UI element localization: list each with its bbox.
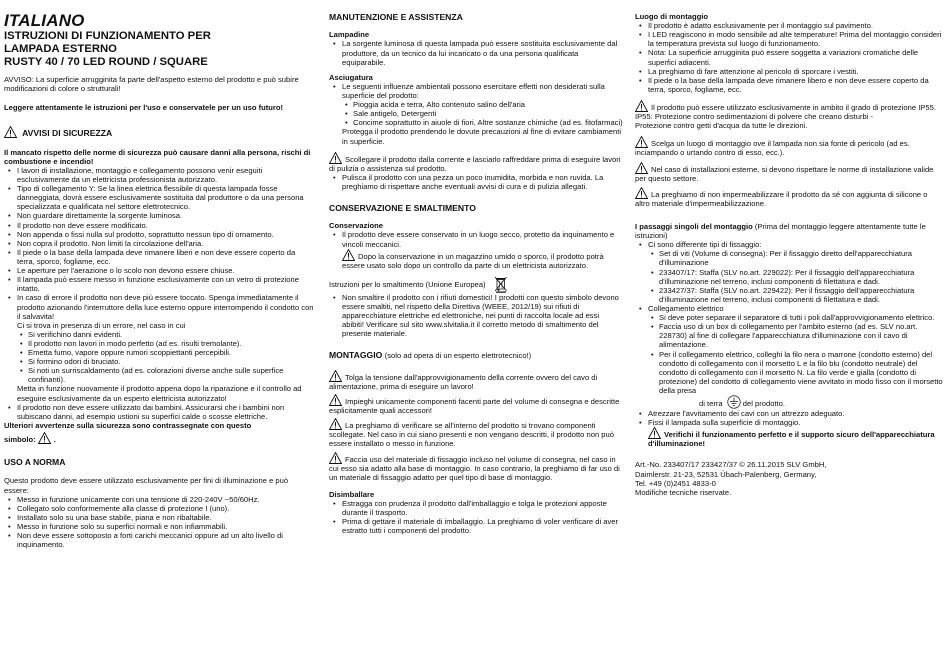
list-item: • Il prodotto non deve essere modificato. (4, 221, 315, 230)
footer-line: Art.-No. 233407/17 233427/37 © 26.11.2015 SLV GmbH, (635, 460, 827, 470)
passaggi-bold: I passaggi singoli del montaggio (635, 221, 753, 231)
list-item: • Si deve poter separare il separatore di tutti i poli dall'approvvigionamento elettrico. (648, 313, 943, 322)
smaltimento-line (329, 276, 623, 293)
list-item: • Non guardare direttamente la sorgente luminosa. (4, 211, 315, 220)
list-item: • Sale antigelo, Detergenti (342, 109, 623, 118)
luogo-list (635, 21, 943, 94)
list-item: • Estragga con prudenza il prodotto dall'imballaggio e tolga le protezioni apposte durante il trasporto. (329, 499, 623, 517)
list-item: • I lavori di installazione, montaggio e collegamento possono venir eseguiti esclusivamente da un elettricista professionista autorizzato. (4, 166, 315, 184)
verify-text: Verifichi il funzionamento perfetto e il supporto sicuro dell'apparecchiatura d'illuminazione! (648, 430, 935, 449)
scelga-warning (635, 136, 943, 157)
list-item: • Pulisca il prodotto con una pezza un poco inumidita, morbida e non ruvida. La preghiamo di rispettare anche eventuali avvisi di cura e di pulizia allegati. (329, 173, 623, 191)
collegamento-sub-list (648, 313, 943, 409)
list-item: • Si formino odori di bruciato. (17, 357, 315, 366)
leggere-text: Leggere attentamente le istruzioni per l'uso e conservatele per un uso futuro! (4, 103, 284, 113)
error-sub: Ci si trova in presenza di un errore, nel caso in cui (17, 320, 186, 330)
list-item: • I LED reagiscono in modo sensibile ad alte temperature! Prima del montaggio consideri la temperatura prevista sul luogo di funzionamento. (635, 30, 943, 48)
ip-warning (635, 100, 943, 112)
error-text: In caso di errore il prodotto non deve più essere toccato. Spenga immediatamente il prodotto azionando l'interruttore della luce esterno oppure interrompendo il condotto con il salvavita! (17, 293, 314, 321)
list-item: • Si verifichino danni evidenti. (17, 330, 315, 339)
montaggio-warning-text: Tolga la tensione dall'approvvigionamento della corrente ovvero del cavo di alimentazione, prima di eseguire un lavoro! (329, 372, 598, 391)
ulteriori-line-1: Ulteriori avvertenze sulla sicurezza sono contrassegnate con questo (4, 420, 252, 430)
conservazione-list (329, 230, 623, 248)
luogo-heading: Luogo di montaggio (635, 12, 708, 21)
list-item: • Fissi il lampada sulla superficie di montaggio. (635, 418, 943, 427)
list-item: • Pioggia acida e terra, Alto contenuto salino dell'aria (342, 100, 623, 109)
list-item: • Il piede o la base della lampada deve rimanere liberi e non deve essere coperto da terra, sporco, fogliame, ecc. (4, 248, 315, 266)
fissaggio-text: Ci sono differente tipi di fissaggio: (648, 240, 762, 250)
list-item: • Prima di gettare il materiale di imballaggio. La preghiamo di voler verificare di aver estratto tutti i componenti del prodotto. (329, 517, 623, 535)
warning-icon (329, 152, 342, 164)
ground-symbol-icon (727, 395, 741, 409)
warning-icon (635, 162, 648, 174)
footer-info (635, 460, 943, 496)
warning-icon (635, 100, 648, 112)
ulteriori-line-2 (4, 432, 315, 444)
warning-icon (329, 452, 342, 464)
warning-icon (4, 126, 17, 138)
ip-line-1: IP55: Protezione contro sedimentazioni di polvere che creano disturbi - (635, 112, 874, 122)
montaggio-warning-3 (329, 418, 623, 448)
footer-line: Modifiche tecniche riservate. (635, 487, 732, 497)
lampadine-list (329, 39, 623, 66)
montaggio-warning-4 (329, 452, 623, 482)
safety-heading-row (4, 126, 315, 138)
impermeabilizzare-text: La preghiamo di non impermeabilizzare il prodotto da sé con aggiunta di silicone o altro materiale d'impermeabilizzazione. (635, 189, 928, 208)
list-item (635, 304, 943, 409)
ip-warning-text: Il prodotto può essere utilizzato esclusivamente in ambito il grado di protezione IP55. (651, 102, 936, 112)
list-item: • Nota: La superficie arrugginita può essere soggetta a variazioni cromatiche delle superfici adiacenti. (635, 48, 943, 66)
montaggio-warning-text: Impieghi unicamente componenti facenti parte del volume di consegna e descritte esplicitamente quali accessori! (329, 397, 620, 416)
list-item: • Set di viti (Volume di consegna): Per il fissaggio diretto dell'apparecchiatura d'illuminazione (648, 249, 943, 267)
scollegare-warning (329, 152, 623, 173)
list-item: • Messo in funzione unicamente con una tensione di 220-240V ~50/60Hz. (4, 495, 315, 504)
montaggio-warning-1 (329, 370, 623, 391)
warning-icon (329, 418, 342, 430)
warning-icon (38, 432, 51, 444)
impermeabilizzare-warning (635, 187, 943, 208)
list-item: • Non deve essere sottoposto a forti carichi meccanici oppure ad un alto livello di inquinamento. (4, 531, 315, 549)
conservazione-warning (329, 249, 623, 270)
passaggi-list (635, 240, 943, 427)
montaggio-warning-text: La preghiamo di verificare se all'interno del prodotto si trovano componenti scollegate. Nel caso in cui siano presenti e non vengano descritti, il prodotto non può essere installato o messo in funzione. (329, 421, 614, 449)
list-item: • Faccia uso di un box di collegamento per l'ambito esterno (ad es. SLV no.art. 228730) al fine di collegare l'apparecchiatura d'illuminazione con il cavo di alimentazione. (648, 322, 943, 349)
safety-list (4, 166, 315, 421)
ulteriori-end: . (53, 435, 56, 445)
asciugatura-heading: Asciugatura (329, 72, 373, 82)
installazioni-text: Nel caso di installazioni esterne, si devono rispettare le norme di installazione valide per questo settore. (635, 164, 934, 183)
warning-icon (635, 136, 648, 148)
smaltimento-list (329, 293, 623, 339)
ip-line-2: Protezione contro getti d'acqua da tutte le direzioni. (635, 121, 808, 131)
doc-title-line-3: RUSTY 40 / 70 LED ROUND / SQUARE (4, 56, 208, 68)
footer-line: Daimlerstr. 21-23, 52531 Übach-Palenberg, Germany, (635, 469, 817, 479)
error-list (17, 330, 315, 385)
safety-intro: Il mancato rispetto delle norme di sicurezza può causare danni alla persona, rischi di combustione e incendio! (4, 147, 311, 166)
column-3 (635, 12, 943, 497)
list-item: • Il prodotto deve essere conservato in un luogo secco, protetto da inquinamento e vincoli meccanici. (329, 230, 623, 248)
uso-heading: USO A NORMA (4, 457, 66, 468)
asciugatura-text: Le seguenti influenze ambientali possono esercitare effetti non desiderati sulla superficie del prodotto: (342, 81, 605, 100)
list-item: • Non copra il prodotto. Non limiti la circolazione dell'aria. (4, 239, 315, 248)
list-item (635, 240, 943, 304)
list-item: • Installato solo su una base stabile, piana e non ribaltabile. (4, 513, 315, 522)
list-item: • Le aperture per l'aerazione o lo scolo non devono essere chiuse. (4, 266, 315, 275)
column-1 (4, 12, 315, 549)
montaggio-heading-row (329, 350, 623, 360)
language-heading: ITALIANO (4, 11, 85, 30)
scollegare-text: Scollegare il prodotto dalla corrente e lasciarlo raffreddare prima di eseguire lavori di pulizia o assistenza sul prodotto. (329, 154, 621, 173)
list-item: • Messo in funzione solo su superfici normali e non infiammabili. (4, 522, 315, 531)
conservazione-heading: CONSERVAZIONE E SMALTIMENTO (329, 203, 476, 214)
list-item: • Tipo di collegamento Y: Se la linea elettrica flessibile di questa lampada fosse danneggiata, dovrà essere esclusivamente sostituita dal produttore o da una persona specializzata e qualificata nel settore elettrotecnico. (4, 184, 315, 211)
list-item (648, 350, 943, 410)
list-item: • Il prodotto non lavori in modo perfetto (ad es. risulti tremolante). (17, 339, 315, 348)
scelga-text: Scelga un luogo di montaggio ove il lampada non sia fonte di pericolo (ad es. inciampando o urtando contro di esso, ecc.). (635, 139, 910, 158)
warning-icon (329, 394, 342, 406)
list-item: • Emetta fumo, vapore oppure rumori scoppiettanti percepibili. (17, 348, 315, 357)
conservazione-sub: Conservazione (329, 221, 384, 231)
montaggio-warning-2 (329, 394, 623, 415)
list-item (329, 82, 623, 146)
list-item: • La sorgente luminosa di questa lampada può essere sostituita esclusivamente dal produttore, da un tecnico da lui incaricato o da una persona qualificata equiparabile. (329, 39, 623, 66)
lampadine-heading: Lampadine (329, 30, 370, 40)
disimballare-heading: Disimballare (329, 489, 375, 499)
list-item: • 233407/17: Staffa (SLV no.art. 229022): Per il fissaggio dell'apparecchiatura d'illuminazione nel terreno, inclusi componenti di filettatura e dadi. (648, 268, 943, 286)
column-2 (329, 12, 623, 535)
list-item: • Il prodotto è adatto esclusivamente per il montaggio sul pavimento. (635, 21, 943, 30)
list-item: • Il prodotto non deve essere utilizzato dai bambini. Assicurarsi che i bambini non subiscano danni, ad esempio ustioni su superfici calde o scosse elettriche. (4, 403, 315, 421)
installazioni-warning (635, 162, 943, 183)
list-item-error (4, 293, 315, 402)
verify-warning (635, 427, 943, 448)
list-item: • Si noti un surriscaldamento (ad es. colorazioni diverse anche sulle superfice confinanti). (17, 366, 315, 384)
list-item: • Concime soprattutto in aiuole di fiori, Altre sostanze chimiche (ad es. fitofarmaci) (342, 118, 623, 127)
list-item: • Il lampada può essere messo in funzione esclusivamente con un vetro di protezione intatto. (4, 275, 315, 293)
asciugatura-after: Protegga il prodotto prendendo le dovute precauzioni al fine di evitare cambiamenti in superficie. (342, 127, 622, 146)
ulteriori-simbolo: simbolo: (4, 435, 36, 445)
list-item: • Non smaltire il prodotto con i rifiuti domestici! I prodotti con questo simbolo devono essere smaltiti, nel rispetto della Direttiva (WEEE, 2012/19) sui rifiuti di apparecchiature elettriche ed elettroniche, nei punti di raccolta locale ad essi abibiti! Verificare sul sito www.slvitalia.it il corretto metodo di smaltimento del presente materiale. (329, 293, 623, 339)
avviso-text: AVVISO: La superficie arrugginita fa parte dell'aspetto esterno del prodotto e può subire modificazioni di colore o strutturali! (4, 75, 299, 94)
montaggio-heading: MONTAGGIO (329, 350, 383, 361)
pulisca-list (329, 173, 623, 191)
collegamento-di-terra: di terra (699, 399, 723, 409)
footer-line: Tel. +49 (0)2451 4833-0 (635, 478, 716, 488)
list-item: • Atrezzare l'avvitamento dei cavi con un attrezzo adeguato. (635, 409, 943, 418)
smaltimento-text: Istruzioni per lo smaltimento (Unione Europea) (329, 279, 486, 289)
list-item: • La preghiamo di fare attenzione al pericolo di sporcare i vestiti. (635, 67, 943, 76)
warning-icon (648, 427, 661, 439)
list-item: • Non appenda o fissi nulla sul prodotto, soprattutto nessun tipo di ornamento. (4, 230, 315, 239)
montaggio-note: (solo ad opera di un esperto elettrotecnico!) (384, 351, 532, 361)
passaggi-intro (635, 222, 943, 240)
safety-heading: AVVISI DI SICUREZZA (22, 128, 113, 139)
warning-icon (635, 187, 648, 199)
passaggi-rest: (Prima del montaggio leggere attentamente tutte le istruzioni) (635, 221, 926, 241)
warning-icon (342, 249, 355, 261)
list-item: • Il piede o la base della lampada deve rimanere libero e non deve essere coperto da terra, sporco, fogliame, ecc. (635, 76, 943, 94)
fissaggio-sub-list (648, 249, 943, 304)
doc-title-line-2: LAMPADA ESTERNO (4, 43, 117, 55)
asciugatura-sub-list (342, 100, 623, 127)
conservazione-warning-text: Dopo la conservazione in un magazzino umido o sporco, il prodotto potrà essere usato solo dopo un controllo da parte di un elettricista autorizzato. (342, 251, 604, 270)
uso-list (4, 495, 315, 550)
collegamento-del-prodotto: del prodotto. (742, 399, 785, 409)
warning-icon (329, 370, 342, 382)
disimballare-list (329, 499, 623, 535)
list-item: • 233427/37: Staffa (SLV no.art. 229422): Per il fissaggio dell'apparecchiatura d'illuminazione nel terreno, inclusi componenti di filettatura e dadi. (648, 286, 943, 304)
uso-intro: Questo prodotto deve essere utilizzato esclusivamente per fini di illuminazione e può essere: (4, 476, 289, 495)
manutenzione-heading: MANUTENZIONE E ASSISTENZA (329, 12, 463, 22)
crossed-bin-icon (494, 276, 508, 293)
list-item: • Collegato solo conformemente alla classe di protezione I (uno). (4, 504, 315, 513)
montaggio-warning-text: Faccia uso del materiale di fissaggio incluso nel volume di consegna, nel caso in cui esso sia adatto alla base di montaggio. In caso contrario, la preghiamo di far uso di un materiale di fissaggio adatto per quel tipo di base di montaggio. (329, 454, 620, 482)
asciugatura-list (329, 82, 623, 146)
error-after: Metta in funzione nuovamente il prodotto appena dopo la riparazione e il controllo ad eseguire esclusivamente da un esperto elettricista autorizzato! (17, 384, 302, 403)
doc-title-line-1: ISTRUZIONI DI FUNZIONAMENTO PER (4, 30, 211, 42)
collegamento-text: Collegamento elettrico (648, 303, 724, 313)
collegamento-long-text: Per il collegamento elettrico, colleghi la filo nera o marrone (condotto esterno) del condotto di collegamento con il morsetto L e la filo blu (condotto neutrale) del condotto di collegamento con il morsetto N. La filo verde e gialla (condotto di protezione) del condotto di collegamento viene avvitato in modo fisso con il morsetto della presa (659, 349, 943, 395)
